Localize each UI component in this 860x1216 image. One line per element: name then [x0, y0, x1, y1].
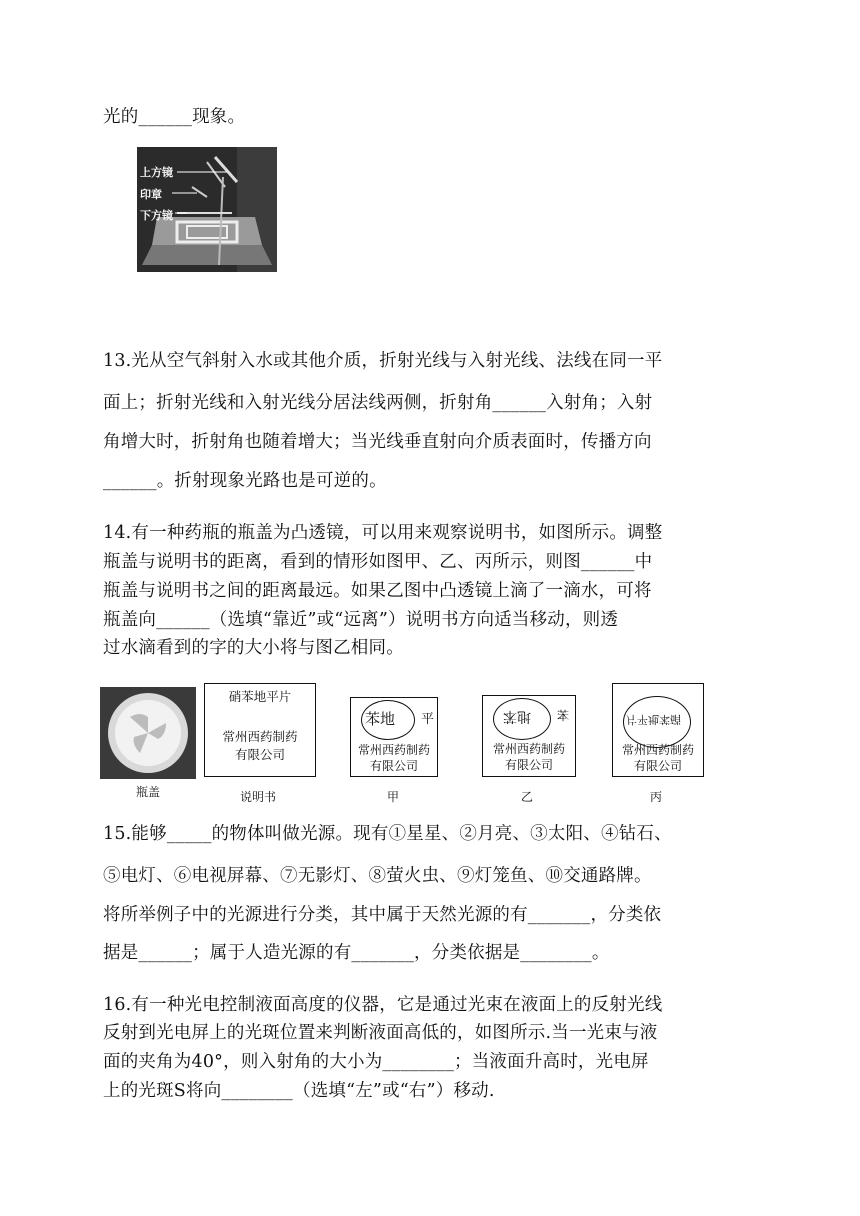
caption-yi: 乙: [520, 790, 533, 804]
q15-line-3: 将所举例子中的光源进行分类，其中属于天然光源的有_______，分类依: [103, 905, 662, 925]
q16-line-2: 反射到光电屏上的光斑位置来判断液面高低的，如图所示.当一光束与液: [103, 1023, 658, 1043]
caption-bing: 丙: [649, 790, 662, 804]
stamp-mirror-photo: [137, 147, 277, 272]
q16-line-3: 面的夹角为40°，则入射角的大小为________；当液面升高时，光电屏: [103, 1052, 649, 1072]
manual-title: 硝苯地平片: [228, 689, 292, 704]
caption-jia: 甲: [386, 790, 399, 804]
q14-line-2: 瓶盖与说明书的距离，看到的情形如图甲、乙、丙所示，则图______中: [103, 552, 653, 572]
q13-line-4: ______。折射现象光路也是可逆的。: [103, 471, 387, 491]
q14-line-4: 瓶盖向______（选填“靠近”或“远离”）说明书方向适当移动，则透: [103, 610, 619, 630]
caption-bottle-cap: 瓶盖: [135, 785, 160, 799]
photo-label-upper-mirror: 上方镜: [140, 166, 173, 179]
q15-line-4: 据是______；属于人造光源的有_______，分类依据是________。: [103, 943, 610, 963]
q13-line-2: 面上；折射光线和入射光线分居法线两侧，折射角______入射角；入射: [103, 393, 653, 413]
jia-side-text: 平: [421, 712, 435, 727]
q16-line-4: 上的光斑S将向________（选填“左”或“右”）移动.: [103, 1081, 495, 1101]
q14-line-5: 过水滴看到的字的大小将与图乙相同。: [103, 638, 404, 658]
view-bing-box: [612, 683, 704, 777]
caption-manual: 说明书: [239, 790, 276, 804]
q13-line-3: 角增大时，折射角也随着增大；当光线垂直射向介质表面时，传播方向: [103, 432, 652, 452]
bottle-cap-photo: [100, 687, 196, 779]
photo-label-stamp: 印章: [140, 188, 162, 201]
text-line: 光的______现象。: [103, 107, 246, 127]
bing-company-line2: 有限公司: [633, 759, 682, 773]
photo-label-lower-mirror: 下方镜: [140, 209, 173, 222]
q14-line-3: 瓶盖与说明书之间的距离最远。如果乙图中凸透镜上滴了一滴水，可将: [103, 581, 652, 601]
q13-line-1: 13.光从空气斜射入水或其他介质，折射光线与入射光线、法线在同一平: [103, 351, 663, 371]
yi-circle-text: 地苯: [503, 708, 531, 724]
lens-figure: [100, 683, 720, 808]
yi-company-line2: 有限公司: [504, 758, 553, 772]
q15-line-2: ⑤电灯、⑥电视屏幕、⑦无影灯、⑧萤火虫、⑨灯笼鱼、⑩交通路牌。: [103, 866, 652, 886]
q16-line-1: 16.有一种光电控制液面高度的仪器，它是通过光束在液面上的反射光线: [103, 995, 663, 1015]
manual-company-line2: 有限公司: [234, 747, 285, 762]
manual-box: [204, 683, 316, 777]
jia-company-line2: 有限公司: [369, 759, 418, 773]
q15-line-1: 15.能够_____的物体叫做光源。现有①星星、②月亮、③太阳、④钻石、: [103, 824, 672, 844]
bing-company-line1: 常州西药制药: [621, 743, 694, 757]
yi-company-line1: 常州西药制药: [492, 742, 565, 756]
q14-line-1: 14.有一种药瓶的瓶盖为凸透镜，可以用来观察说明书，如图所示。调整: [103, 523, 663, 543]
yi-side-text: 苯: [557, 709, 570, 723]
jia-circle-text: 苯地: [365, 710, 396, 728]
bing-circle-text: 片平地苯硝: [626, 713, 681, 726]
jia-company-line1: 常州西药制药: [357, 743, 430, 757]
manual-company-line1: 常州西药制药: [222, 729, 298, 744]
view-yi-box: [482, 695, 576, 777]
view-jia-box: [350, 697, 438, 777]
